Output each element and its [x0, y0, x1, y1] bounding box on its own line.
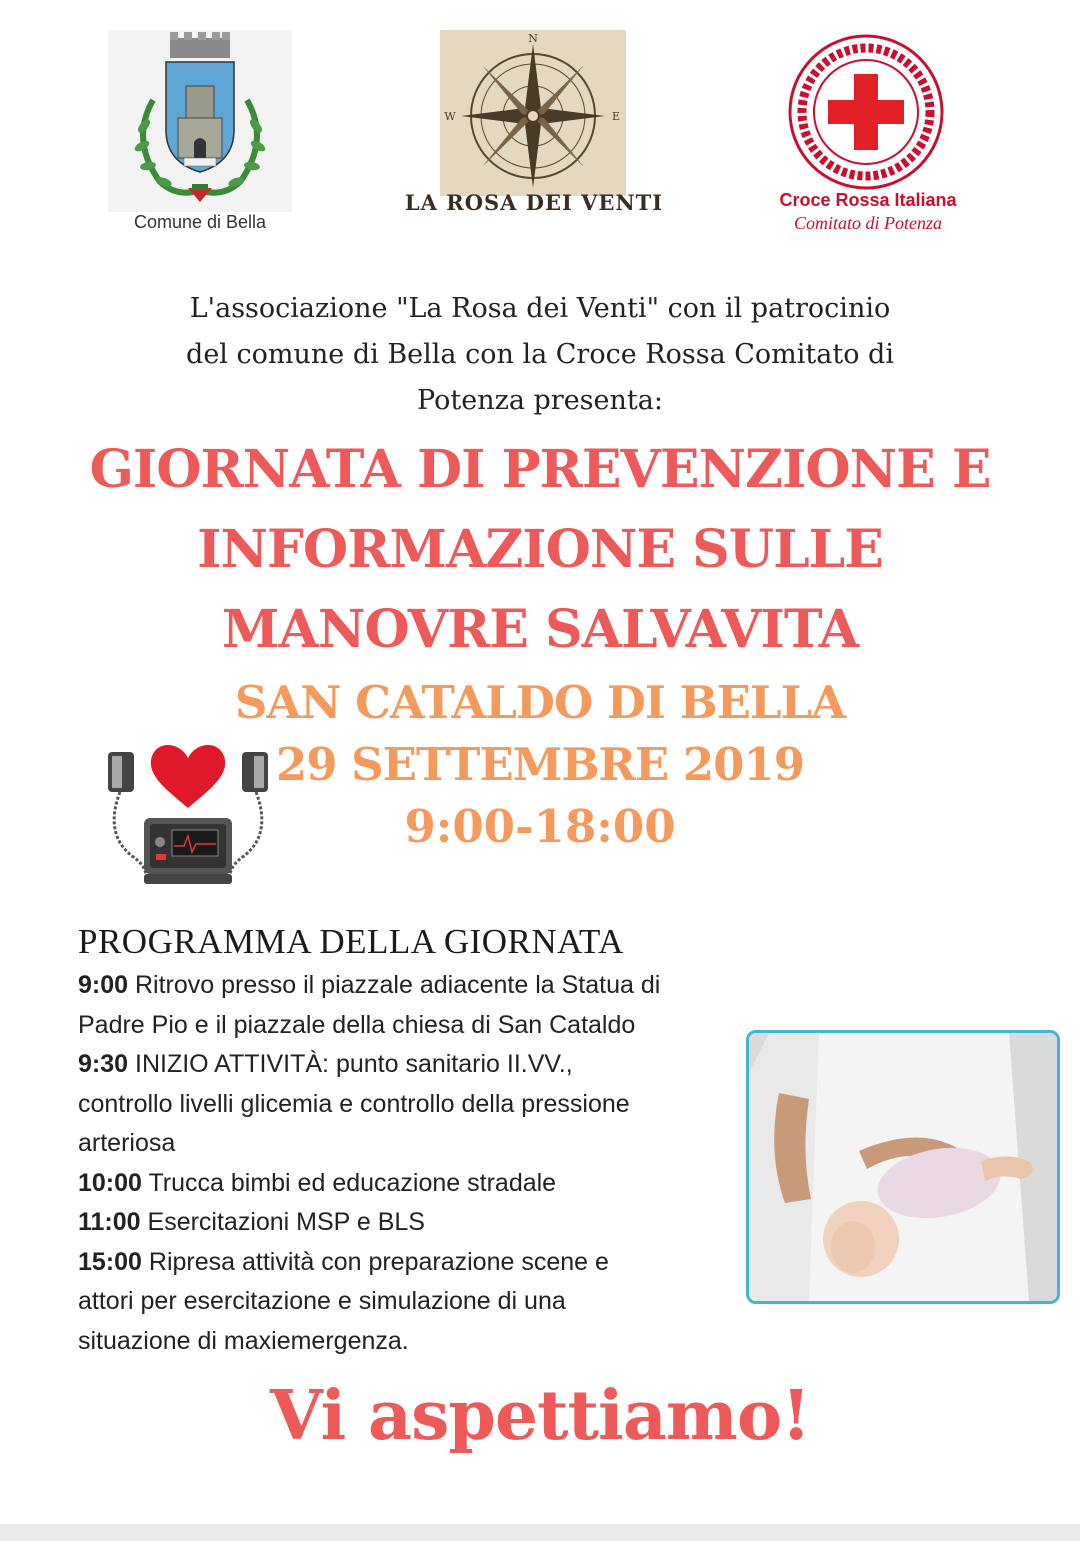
- svg-text:E: E: [611, 110, 621, 123]
- program-list: [78, 966, 768, 1361]
- program-entry: [78, 1045, 768, 1164]
- entry-text: controllo livelli glicemia e controllo della pressione: [78, 1089, 630, 1118]
- title-line: INFORMAZIONE SULLE: [197, 519, 883, 580]
- entry-time: 15:00: [78, 1247, 142, 1276]
- event-place: SAN CATALDO DI BELLA: [234, 676, 846, 729]
- event-title: [60, 430, 1020, 670]
- cri-committee: Comitato di Potenza: [794, 213, 942, 233]
- intro-text: [100, 286, 980, 424]
- entry-text: arteriosa: [78, 1129, 176, 1157]
- title-line: GIORNATA DI PREVENZIONE E: [89, 439, 991, 500]
- entry-text: Trucca bimbi ed educazione stradale: [148, 1168, 557, 1197]
- footer-bar: [0, 1524, 1080, 1541]
- program-entry: [78, 1243, 768, 1362]
- comune-di-bella-logo: [108, 30, 292, 212]
- rosa-caption: LA ROSA DEI VENTI: [404, 190, 664, 215]
- program-entry: [78, 1203, 768, 1243]
- compass-rose-icon: [440, 30, 626, 196]
- entry-time: 9:30: [78, 1050, 129, 1078]
- entry-time: 11:00: [78, 1208, 141, 1236]
- entry-text: attori per esercitazione e simulazione di una: [78, 1287, 566, 1315]
- defibrillator-heart-icon: [104, 734, 272, 892]
- entry-text: Ripresa attività con preparazione scene e: [148, 1247, 609, 1276]
- intro-line: Potenza presenta:: [417, 385, 663, 416]
- intro-line: del comune di Bella con la Croce Rossa Comitato di: [186, 339, 894, 370]
- closing-message: Vi aspettiamo!: [269, 1376, 811, 1456]
- entry-text: INIZIO ATTIVITÀ: punto sanitario II.VV.,: [135, 1050, 573, 1078]
- svg-text:W: W: [444, 110, 456, 123]
- entry-text: Padre Pio e il piazzale della chiesa di San Cataldo: [78, 1010, 636, 1039]
- infant-cpr-image: [749, 1033, 1057, 1301]
- entry-time: 10:00: [78, 1168, 142, 1197]
- entry-text: Esercitazioni MSP e BLS: [147, 1208, 425, 1236]
- croce-rossa-logo: [786, 32, 946, 192]
- comune-crest-icon: [108, 30, 292, 212]
- program-heading: PROGRAMMA DELLA GIORNATA: [78, 922, 624, 961]
- cri-name: Croce Rossa Italiana: [779, 190, 957, 210]
- event-hours: 9:00-18:00: [404, 800, 676, 853]
- svg-text:N: N: [528, 32, 538, 45]
- title-line: MANOVRE SALVAVITA: [221, 599, 859, 660]
- program-entry: [78, 966, 768, 1045]
- la-rosa-dei-venti-logo: [440, 30, 626, 196]
- intro-line: L'associazione "La Rosa dei Venti" con il patrocinio: [189, 293, 891, 324]
- defibrillator-illustration: [104, 734, 272, 892]
- red-cross-icon: [786, 32, 946, 192]
- entry-text: situazione di maxiemergenza.: [78, 1326, 409, 1355]
- entry-time: 9:00: [78, 971, 129, 999]
- event-date: 29 SETTEMBRE 2019: [275, 738, 805, 791]
- program-entry: [78, 1164, 768, 1204]
- comune-caption: Comune di Bella: [133, 212, 267, 232]
- cpr-training-photo: [746, 1030, 1060, 1304]
- entry-text: Ritrovo presso il piazzale adiacente la Statua di: [135, 971, 661, 999]
